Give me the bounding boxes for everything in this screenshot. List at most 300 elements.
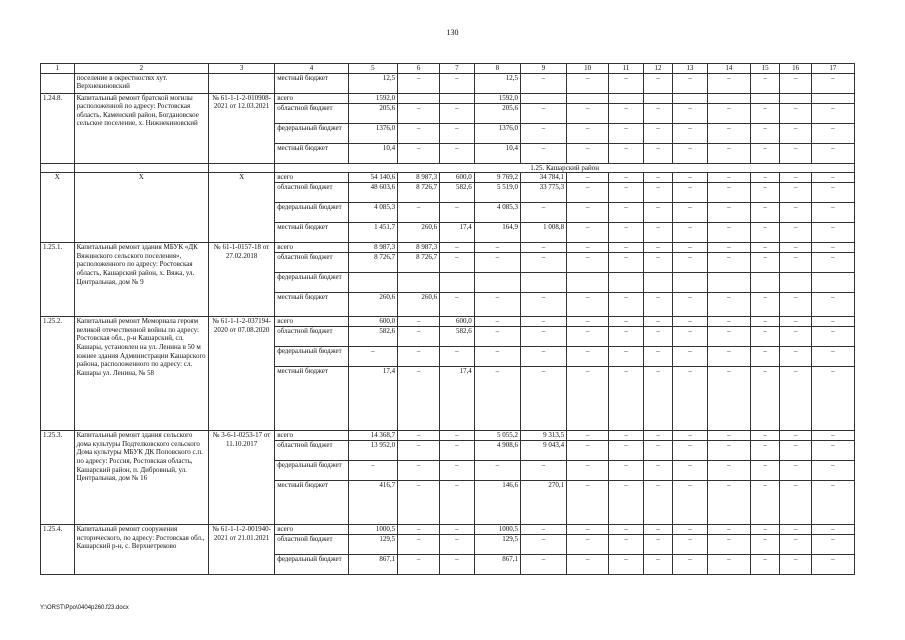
column-number: 7: [440, 64, 475, 74]
row-number: 1.25.2.: [41, 317, 75, 431]
value-cell: –: [780, 347, 812, 367]
object-name: Капитальный ремонт здания МБУК «ДК Вяжинского сельского поселения», расположенного по адресу: Ростовская область, Кашарский район, х. Вяжа, ул. Центральная, дом № 9: [74, 243, 208, 317]
value-cell: –: [750, 173, 779, 183]
value-cell: [398, 273, 440, 293]
value-cell: [440, 93, 475, 103]
value-cell: –: [440, 535, 475, 555]
value-cell: –: [398, 535, 440, 555]
value-cell: –: [811, 481, 854, 525]
value-cell: [811, 273, 854, 293]
value-cell: –: [520, 73, 566, 93]
value-cell: –: [474, 367, 520, 431]
value-cell: 1592,0: [474, 93, 520, 103]
value-cell: –: [440, 73, 475, 93]
value-cell: 1376,0: [348, 123, 397, 143]
value-cell: –: [609, 103, 644, 123]
value-cell: –: [707, 103, 750, 123]
value-cell: –: [673, 535, 708, 555]
column-number: 14: [707, 64, 750, 74]
value-cell: –: [643, 347, 672, 367]
value-cell: –: [673, 103, 708, 123]
value-cell: 1592,0: [348, 93, 397, 103]
value-cell: [673, 273, 708, 293]
value-cell: –: [750, 123, 779, 143]
value-cell: –: [609, 441, 644, 461]
value-cell: 260,6: [398, 223, 440, 243]
value-cell: –: [474, 293, 520, 317]
value-cell: –: [440, 293, 475, 317]
value-cell: 8 987,3: [398, 243, 440, 253]
value-cell: –: [643, 317, 672, 327]
value-cell: –: [811, 525, 854, 535]
value-cell: –: [750, 143, 779, 163]
value-cell: –: [609, 123, 644, 143]
value-cell: –: [811, 431, 854, 441]
value-cell: –: [750, 441, 779, 461]
value-cell: –: [398, 103, 440, 123]
value-cell: –: [520, 535, 566, 555]
value-cell: 4 908,6: [474, 441, 520, 461]
document-ref: № 61-1-0157-18 от 27.02.2018: [209, 243, 275, 317]
value-cell: –: [811, 317, 854, 327]
value-cell: –: [750, 535, 779, 555]
section-row: [41, 163, 855, 173]
value-cell: –: [567, 327, 609, 347]
value-cell: –: [440, 243, 475, 253]
value-cell: –: [398, 327, 440, 347]
column-number: 17: [811, 64, 854, 74]
table-cell: [74, 163, 208, 173]
value-cell: –: [780, 103, 812, 123]
value-cell: –: [643, 555, 672, 575]
value-cell: –: [811, 327, 854, 347]
value-cell: –: [780, 243, 812, 253]
value-cell: –: [567, 555, 609, 575]
value-cell: –: [673, 327, 708, 347]
value-cell: [440, 273, 475, 293]
value-cell: –: [811, 143, 854, 163]
row-number: [41, 73, 75, 93]
value-cell: 13 952,0: [348, 441, 397, 461]
column-number: 1: [41, 64, 75, 74]
value-cell: –: [398, 481, 440, 525]
value-cell: –: [567, 223, 609, 243]
value-cell: –: [398, 525, 440, 535]
value-cell: –: [609, 253, 644, 273]
value-cell: –: [520, 347, 566, 367]
value-cell: –: [398, 367, 440, 431]
value-cell: –: [811, 203, 854, 223]
table-cell: [41, 163, 75, 173]
column-number: 11: [609, 64, 644, 74]
value-cell: –: [567, 73, 609, 93]
column-number: 4: [275, 64, 349, 74]
value-cell: –: [643, 173, 672, 183]
value-cell: –: [780, 293, 812, 317]
budget-source: областной бюджет: [275, 441, 349, 461]
value-cell: –: [567, 183, 609, 203]
value-cell: –: [398, 461, 440, 481]
value-cell: –: [707, 367, 750, 431]
value-cell: –: [520, 367, 566, 431]
value-cell: –: [707, 441, 750, 461]
value-cell: –: [780, 367, 812, 431]
value-cell: –: [520, 317, 566, 327]
value-cell: –: [673, 203, 708, 223]
value-cell: –: [520, 203, 566, 223]
value-cell: –: [567, 253, 609, 273]
value-cell: –: [780, 173, 812, 183]
value-cell: –: [520, 143, 566, 163]
column-number: 9: [520, 64, 566, 74]
value-cell: –: [609, 243, 644, 253]
value-cell: 17,4: [440, 367, 475, 431]
value-cell: –: [474, 317, 520, 327]
value-cell: 1 451,7: [348, 223, 397, 243]
value-cell: 1 008,8: [520, 223, 566, 243]
value-cell: –: [643, 203, 672, 223]
value-cell: –: [811, 243, 854, 253]
value-cell: –: [643, 143, 672, 163]
value-cell: –: [440, 431, 475, 441]
value-cell: –: [707, 203, 750, 223]
value-cell: –: [811, 347, 854, 367]
value-cell: –: [440, 555, 475, 575]
value-cell: 4 085,3: [474, 203, 520, 223]
value-cell: –: [609, 317, 644, 327]
document-ref: X: [209, 173, 275, 243]
row-number: 1.25.4.: [41, 525, 75, 575]
value-cell: 17,4: [440, 223, 475, 243]
value-cell: [609, 93, 644, 103]
value-cell: –: [643, 461, 672, 481]
value-cell: –: [520, 293, 566, 317]
object-name: поселение в окрестностях хут. Верхнекиновский: [74, 73, 208, 93]
value-cell: –: [750, 461, 779, 481]
value-cell: –: [707, 347, 750, 367]
column-number: 12: [643, 64, 672, 74]
value-cell: –: [643, 431, 672, 441]
value-cell: 33 775,3: [520, 183, 566, 203]
value-cell: –: [440, 441, 475, 461]
value-cell: 129,5: [474, 535, 520, 555]
value-cell: –: [609, 367, 644, 431]
page-number: 130: [446, 28, 459, 37]
value-cell: –: [609, 535, 644, 555]
value-cell: 867,1: [474, 555, 520, 575]
value-cell: –: [707, 535, 750, 555]
value-cell: –: [780, 525, 812, 535]
value-cell: –: [750, 73, 779, 93]
table-row: [41, 73, 855, 93]
value-cell: –: [811, 367, 854, 431]
value-cell: –: [673, 367, 708, 431]
value-cell: –: [811, 223, 854, 243]
value-cell: –: [609, 143, 644, 163]
value-cell: –: [398, 317, 440, 327]
value-cell: –: [707, 317, 750, 327]
value-cell: –: [707, 525, 750, 535]
value-cell: –: [811, 535, 854, 555]
budget-source: всего: [275, 243, 349, 253]
value-cell: –: [780, 253, 812, 273]
document-ref: [209, 73, 275, 93]
value-cell: –: [567, 317, 609, 327]
value-cell: [398, 93, 440, 103]
value-cell: –: [520, 327, 566, 347]
value-cell: 1376,0: [474, 123, 520, 143]
value-cell: –: [707, 555, 750, 575]
value-cell: 416,7: [348, 481, 397, 525]
row-number: 1.24.8.: [41, 93, 75, 163]
value-cell: –: [643, 73, 672, 93]
value-cell: –: [750, 317, 779, 327]
value-cell: –: [609, 203, 644, 223]
value-cell: –: [707, 123, 750, 143]
value-cell: –: [750, 327, 779, 347]
value-cell: 270,1: [520, 481, 566, 525]
value-cell: –: [567, 441, 609, 461]
value-cell: [750, 93, 779, 103]
row-number: 1.25.3.: [41, 431, 75, 525]
value-cell: –: [398, 143, 440, 163]
value-cell: –: [398, 555, 440, 575]
value-cell: –: [398, 73, 440, 93]
value-cell: –: [707, 327, 750, 347]
value-cell: –: [609, 555, 644, 575]
value-cell: –: [643, 123, 672, 143]
value-cell: [750, 273, 779, 293]
column-number: 16: [780, 64, 812, 74]
value-cell: [780, 93, 812, 103]
row-number: X: [41, 173, 75, 243]
value-cell: –: [750, 103, 779, 123]
value-cell: 9 313,5: [520, 431, 566, 441]
table-row: [41, 525, 855, 535]
value-cell: 129,5: [348, 535, 397, 555]
value-cell: –: [780, 441, 812, 461]
table-cell: [209, 163, 275, 173]
value-cell: –: [398, 347, 440, 367]
value-cell: –: [673, 293, 708, 317]
value-cell: –: [707, 173, 750, 183]
value-cell: 8 987,3: [348, 243, 397, 253]
value-cell: 164,9: [474, 223, 520, 243]
value-cell: [811, 93, 854, 103]
value-cell: [673, 93, 708, 103]
value-cell: –: [780, 73, 812, 93]
object-name: Капитальный ремонт Мемориала героям великой отечественной войны по адресу: Ростовская обл., р-н Кашарский, сл. Кашары, установлен на ул. Ленина в 50 м южнее здания Администрации Кашарского района, расположенного по адресу: сл. Кашары ул. Ленина, № 58: [74, 317, 208, 431]
value-cell: –: [643, 535, 672, 555]
value-cell: 600,0: [440, 317, 475, 327]
value-cell: –: [609, 347, 644, 367]
value-cell: –: [567, 203, 609, 223]
value-cell: 205,6: [348, 103, 397, 123]
value-cell: 14 368,7: [348, 431, 397, 441]
table-row: [41, 173, 855, 183]
budget-source: местный бюджет: [275, 143, 349, 163]
value-cell: 600,0: [440, 173, 475, 183]
column-number: 5: [348, 64, 397, 74]
value-cell: –: [673, 143, 708, 163]
value-cell: –: [474, 243, 520, 253]
column-number: 13: [673, 64, 708, 74]
budget-source: федеральный бюджет: [275, 461, 349, 481]
object-name: Капитальный ремонт здания сельского дома культуры Подтелковского сельского Дома культуры МБУК ДК Поповского с.п. по адресу: Россия, Ростовская область, Кашарский район, п. Дибровный, ул. Центральная, дом № 16: [74, 431, 208, 525]
budget-source: областной бюджет: [275, 103, 349, 123]
value-cell: –: [673, 243, 708, 253]
value-cell: –: [811, 555, 854, 575]
value-cell: 600,0: [348, 317, 397, 327]
value-cell: –: [567, 367, 609, 431]
value-cell: 10,4: [348, 143, 397, 163]
value-cell: –: [780, 317, 812, 327]
value-cell: –: [643, 103, 672, 123]
value-cell: –: [707, 481, 750, 525]
value-cell: 12,5: [474, 73, 520, 93]
value-cell: –: [780, 203, 812, 223]
value-cell: –: [811, 103, 854, 123]
value-cell: [567, 273, 609, 293]
value-cell: –: [609, 173, 644, 183]
budget-source: местный бюджет: [275, 293, 349, 317]
budget-source: федеральный бюджет: [275, 555, 349, 575]
value-cell: –: [707, 143, 750, 163]
value-cell: [348, 273, 397, 293]
value-cell: –: [673, 431, 708, 441]
value-cell: [643, 93, 672, 103]
budget-source: областной бюджет: [275, 327, 349, 347]
value-cell: 260,6: [398, 293, 440, 317]
table-row: [41, 93, 855, 103]
value-cell: –: [567, 173, 609, 183]
value-cell: [707, 273, 750, 293]
value-cell: –: [673, 461, 708, 481]
value-cell: 8 726,7: [398, 253, 440, 273]
value-cell: –: [643, 293, 672, 317]
value-cell: 12,5: [348, 73, 397, 93]
table-row: [41, 243, 855, 253]
value-cell: [520, 273, 566, 293]
value-cell: –: [567, 143, 609, 163]
value-cell: 205,6: [474, 103, 520, 123]
budget-source: федеральный бюджет: [275, 203, 349, 223]
value-cell: 54 140,6: [348, 173, 397, 183]
budget-source: федеральный бюджет: [275, 347, 349, 367]
value-cell: –: [750, 223, 779, 243]
value-cell: –: [707, 223, 750, 243]
value-cell: [609, 273, 644, 293]
value-cell: –: [348, 461, 397, 481]
value-cell: –: [750, 253, 779, 273]
value-cell: –: [643, 253, 672, 273]
document-ref: № 61-1-1-2-037194-2020 от 07.08.2020: [209, 317, 275, 431]
value-cell: –: [643, 327, 672, 347]
value-cell: –: [440, 253, 475, 273]
value-cell: [567, 93, 609, 103]
value-cell: –: [673, 223, 708, 243]
value-cell: –: [707, 243, 750, 253]
value-cell: –: [750, 243, 779, 253]
section-title: 1.25. Кашарский район: [275, 163, 855, 173]
value-cell: –: [750, 481, 779, 525]
value-cell: –: [811, 253, 854, 273]
value-cell: –: [398, 441, 440, 461]
value-cell: –: [673, 173, 708, 183]
budget-source: всего: [275, 317, 349, 327]
value-cell: –: [520, 103, 566, 123]
budget-source: местный бюджет: [275, 223, 349, 243]
value-cell: –: [750, 203, 779, 223]
value-cell: –: [780, 327, 812, 347]
value-cell: –: [707, 293, 750, 317]
budget-source: областной бюджет: [275, 253, 349, 273]
value-cell: –: [780, 535, 812, 555]
value-cell: –: [673, 123, 708, 143]
document-ref: № 3-6-1-0253-17 от 11.10.2017: [209, 431, 275, 525]
value-cell: –: [474, 347, 520, 367]
value-cell: –: [398, 203, 440, 223]
value-cell: –: [780, 555, 812, 575]
value-cell: 146,6: [474, 481, 520, 525]
value-cell: 867,1: [348, 555, 397, 575]
value-cell: 34 784,1: [520, 173, 566, 183]
value-cell: –: [609, 461, 644, 481]
value-cell: [643, 273, 672, 293]
value-cell: –: [520, 461, 566, 481]
object-name: X: [74, 173, 208, 243]
value-cell: –: [609, 293, 644, 317]
value-cell: –: [643, 367, 672, 431]
row-number: 1.25.1.: [41, 243, 75, 317]
value-cell: –: [643, 243, 672, 253]
value-cell: –: [750, 525, 779, 535]
budget-source: федеральный бюджет: [275, 273, 349, 293]
value-cell: 9 769,2: [474, 173, 520, 183]
value-cell: –: [609, 223, 644, 243]
value-cell: [780, 273, 812, 293]
value-cell: –: [750, 293, 779, 317]
value-cell: –: [707, 431, 750, 441]
value-cell: –: [780, 431, 812, 441]
value-cell: 260,6: [348, 293, 397, 317]
value-cell: –: [609, 73, 644, 93]
value-cell: 1000,5: [474, 525, 520, 535]
value-cell: –: [520, 123, 566, 143]
value-cell: –: [440, 123, 475, 143]
value-cell: –: [811, 173, 854, 183]
value-cell: –: [750, 555, 779, 575]
value-cell: –: [811, 441, 854, 461]
column-number: 6: [398, 64, 440, 74]
value-cell: –: [567, 347, 609, 367]
value-cell: 48 603,6: [348, 183, 397, 203]
value-cell: –: [811, 183, 854, 203]
value-cell: 17,4: [348, 367, 397, 431]
value-cell: –: [348, 347, 397, 367]
document-ref: № 61-1-1-2-001940-2021 от 21.01.2021: [209, 525, 275, 575]
value-cell: 4 085,3: [348, 203, 397, 223]
budget-source: местный бюджет: [275, 73, 349, 93]
value-cell: –: [780, 123, 812, 143]
value-cell: –: [609, 327, 644, 347]
value-cell: –: [567, 431, 609, 441]
value-cell: –: [440, 203, 475, 223]
value-cell: –: [780, 223, 812, 243]
value-cell: 1000,5: [348, 525, 397, 535]
value-cell: –: [474, 253, 520, 273]
value-cell: –: [750, 431, 779, 441]
